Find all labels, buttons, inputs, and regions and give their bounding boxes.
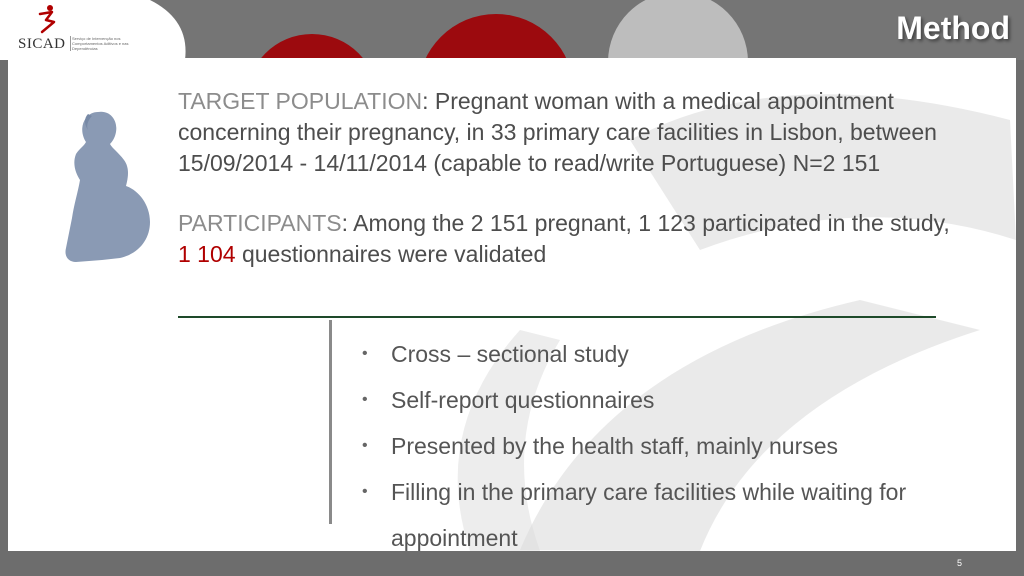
target-population-label: TARGET POPULATION [178,88,423,114]
logo-subtitle: Serviço de Intervenção nos Comportamentos Aditivos e nas Dependências [72,36,129,51]
page-number: 5 [956,558,962,568]
bullet-text: Filling in the primary care facilities while waiting for appointment [391,479,907,551]
bullet-icon: • [362,483,368,500]
logo-separator [70,36,71,51]
participants-paragraph [178,208,958,270]
vertical-divider [329,320,332,524]
slide-title: Method [896,10,1010,46]
list-item [362,331,1002,377]
bullet-text: Self-report questionnaires [391,387,655,413]
sicad-emblem-icon [34,4,60,34]
participants-text: : Among the 2 151 pregnant, 1 123 participated in the study, [341,210,950,236]
target-population-paragraph [178,86,958,179]
participants-label: PARTICIPANTS [178,210,342,236]
list-item [362,469,1002,561]
bullet-icon: • [362,437,368,454]
target-population-text: : Pregnant woman with a medical appointment concerning their pregnancy, in 33 primary care facilities in Lisbon, between 15/09/2014 - 14/11/2014 (capable to read/write Portuguese) N=2 151 [178,88,937,176]
list-item [362,377,1002,423]
bullet-text: Cross – sectional study [391,341,629,367]
bullet-icon: • [362,345,368,362]
pregnant-woman-icon [58,108,154,264]
sicad-logo [8,4,158,60]
method-bullet-list [362,331,1002,561]
bullet-text: Presented by the health staff, mainly nurses [391,433,839,459]
participants-text-end: questionnaires were validated [235,241,547,267]
list-item [362,423,1002,469]
validated-count: 1 104 [178,241,236,267]
logo-name: SICAD [18,36,66,52]
content-area [178,86,958,299]
bullet-icon: • [362,391,368,408]
section-divider [178,316,936,318]
